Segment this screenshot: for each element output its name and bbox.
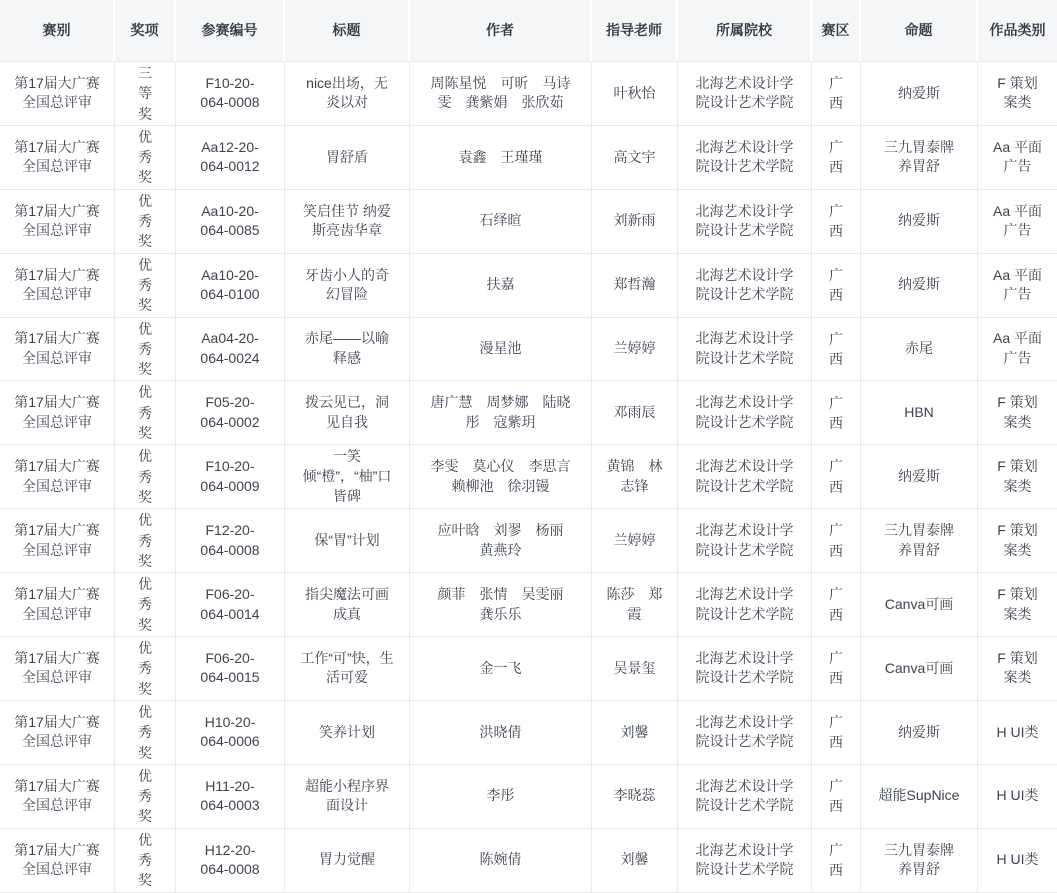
header-cell-competition: 赛别 bbox=[0, 0, 115, 62]
cell-topic: 赤尾 bbox=[861, 318, 978, 382]
cell-competition: 第17届大广赛全国总评审 bbox=[0, 445, 115, 509]
cell-school: 北海艺术设计学院设计艺术学院 bbox=[678, 445, 812, 509]
cell-topic: 三九胃泰牌养胃舒 bbox=[861, 509, 978, 573]
cell-topic: HBN bbox=[861, 381, 978, 445]
cell-award bbox=[115, 126, 176, 190]
award-text: 优秀奖 bbox=[138, 448, 152, 505]
header-cell-region: 赛区 bbox=[812, 0, 861, 62]
cell-school: 北海艺术设计学院设计艺术学院 bbox=[678, 126, 812, 190]
cell-region bbox=[812, 701, 861, 765]
cell-award bbox=[115, 445, 176, 509]
cell-category: Aa 平面广告 bbox=[978, 318, 1057, 382]
cell-category: H UI类 bbox=[978, 829, 1057, 893]
cell-category: Aa 平面广告 bbox=[978, 254, 1057, 318]
cell-school: 北海艺术设计学院设计艺术学院 bbox=[678, 637, 812, 701]
cell-school: 北海艺术设计学院设计艺术学院 bbox=[678, 381, 812, 445]
cell-authors: 颜菲 张情 吴雯丽 龚乐乐 bbox=[410, 573, 592, 637]
cell-title: 胃力觉醒 bbox=[285, 829, 410, 893]
cell-school: 北海艺术设计学院设计艺术学院 bbox=[678, 318, 812, 382]
cell-authors: 扶嘉 bbox=[410, 254, 592, 318]
cell-entry-number: F06-20-064-0014 bbox=[176, 573, 285, 637]
cell-award bbox=[115, 765, 176, 829]
cell-school: 北海艺术设计学院设计艺术学院 bbox=[678, 254, 812, 318]
header-row bbox=[0, 0, 1057, 62]
cell-topic: 纳爱斯 bbox=[861, 190, 978, 254]
cell-entry-number: Aa12-20-064-0012 bbox=[176, 126, 285, 190]
table-row bbox=[0, 509, 1057, 573]
cell-title: 拨云见已，洞见自我 bbox=[285, 381, 410, 445]
cell-entry-number: F05-20-064-0002 bbox=[176, 381, 285, 445]
table-row bbox=[0, 126, 1057, 190]
cell-entry-number: F06-20-064-0015 bbox=[176, 637, 285, 701]
cell-category: Aa 平面广告 bbox=[978, 190, 1057, 254]
table-row bbox=[0, 254, 1057, 318]
cell-topic: 超能SupNice bbox=[861, 765, 978, 829]
award-text: 优秀奖 bbox=[138, 384, 152, 442]
cell-competition: 第17届大广赛全国总评审 bbox=[0, 254, 115, 318]
cell-category: H UI类 bbox=[978, 701, 1057, 765]
cell-title: 笑启佳节 纳爱斯亮齿华章 bbox=[285, 190, 410, 254]
cell-title: 保“胃”计划 bbox=[285, 509, 410, 573]
cell-category: H UI类 bbox=[978, 765, 1057, 829]
cell-advisor: 黄锦 林志锋 bbox=[592, 445, 678, 509]
region-text: 广西 bbox=[829, 841, 843, 879]
table-row bbox=[0, 190, 1057, 254]
table-row bbox=[0, 62, 1057, 126]
cell-entry-number: F10-20-064-0009 bbox=[176, 445, 285, 509]
cell-entry-number: H11-20-064-0003 bbox=[176, 765, 285, 829]
cell-competition: 第17届大广赛全国总评审 bbox=[0, 701, 115, 765]
cell-authors: 袁鑫 王瑾瑾 bbox=[410, 126, 592, 190]
cell-title: 赤尾——以喻释感 bbox=[285, 318, 410, 382]
header-cell-award: 奖项 bbox=[115, 0, 176, 62]
cell-advisor: 刘馨 bbox=[592, 829, 678, 893]
cell-title: 一笑倾“橙”，“柚”口皆碑 bbox=[285, 445, 410, 509]
cell-competition: 第17届大广赛全国总评审 bbox=[0, 765, 115, 829]
award-text: 优秀奖 bbox=[138, 192, 152, 250]
header-cell-title: 标题 bbox=[285, 0, 410, 62]
cell-entry-number: H12-20-064-0008 bbox=[176, 829, 285, 893]
cell-competition: 第17届大广赛全国总评审 bbox=[0, 381, 115, 445]
region-text: 广西 bbox=[829, 586, 843, 623]
cell-advisor: 兰婷婷 bbox=[592, 509, 678, 573]
cell-school: 北海艺术设计学院设计艺术学院 bbox=[678, 190, 812, 254]
cell-authors: 李雯 莫心仪 李思言 赖柳池 徐羽镘 bbox=[410, 445, 592, 509]
award-text: 优秀奖 bbox=[138, 831, 152, 889]
cell-authors: 金一飞 bbox=[410, 637, 592, 701]
cell-school: 北海艺术设计学院设计艺术学院 bbox=[678, 765, 812, 829]
region-text: 广西 bbox=[829, 650, 843, 687]
cell-region bbox=[812, 62, 861, 126]
cell-region bbox=[812, 381, 861, 445]
cell-authors: 应叶晗 刘翏 杨丽 黄燕玲 bbox=[410, 509, 592, 573]
cell-competition: 第17届大广赛全国总评审 bbox=[0, 126, 115, 190]
cell-competition: 第17届大广赛全国总评审 bbox=[0, 829, 115, 893]
cell-advisor: 邓雨辰 bbox=[592, 381, 678, 445]
cell-competition: 第17届大广赛全国总评审 bbox=[0, 190, 115, 254]
cell-title: 工作“可”快，生活可爱 bbox=[285, 637, 410, 701]
cell-advisor: 吴景玺 bbox=[592, 637, 678, 701]
region-text: 广西 bbox=[829, 202, 843, 240]
cell-region bbox=[812, 829, 861, 893]
cell-entry-number: Aa10-20-064-0100 bbox=[176, 254, 285, 318]
cell-competition: 第17届大广赛全国总评审 bbox=[0, 573, 115, 637]
cell-award bbox=[115, 381, 176, 445]
cell-award bbox=[115, 62, 176, 126]
award-text: 优秀奖 bbox=[138, 128, 152, 186]
cell-school: 北海艺术设计学院设计艺术学院 bbox=[678, 829, 812, 893]
cell-authors: 唐广慧 周梦娜 陆晓彤 寇紫玥 bbox=[410, 381, 592, 445]
cell-authors: 石绎暄 bbox=[410, 190, 592, 254]
award-text: 优秀奖 bbox=[138, 703, 152, 761]
region-text: 广西 bbox=[829, 522, 843, 559]
cell-title: 牙齿小人的奇幻冒险 bbox=[285, 254, 410, 318]
cell-entry-number: H10-20-064-0006 bbox=[176, 701, 285, 765]
region-text: 广西 bbox=[829, 330, 843, 367]
award-text: 优秀奖 bbox=[138, 576, 152, 633]
cell-entry-number: Aa10-20-064-0085 bbox=[176, 190, 285, 254]
region-text: 广西 bbox=[829, 139, 843, 176]
cell-region bbox=[812, 445, 861, 509]
header-cell-entry: 参赛编号 bbox=[176, 0, 285, 62]
award-text: 优秀奖 bbox=[138, 512, 152, 569]
cell-advisor: 李晓蕊 bbox=[592, 765, 678, 829]
award-text: 优秀奖 bbox=[138, 256, 152, 314]
cell-award bbox=[115, 318, 176, 382]
cell-award bbox=[115, 254, 176, 318]
cell-category: F 策划案类 bbox=[978, 445, 1057, 509]
cell-competition: 第17届大广赛全国总评审 bbox=[0, 509, 115, 573]
cell-region bbox=[812, 573, 861, 637]
cell-advisor: 高文宇 bbox=[592, 126, 678, 190]
cell-topic: Canva可画 bbox=[861, 573, 978, 637]
cell-award bbox=[115, 509, 176, 573]
cell-award bbox=[115, 701, 176, 765]
cell-topic: 纳爱斯 bbox=[861, 62, 978, 126]
cell-entry-number: F10-20-064-0008 bbox=[176, 62, 285, 126]
award-text: 优秀奖 bbox=[138, 320, 152, 378]
cell-entry-number: Aa04-20-064-0024 bbox=[176, 318, 285, 382]
cell-region bbox=[812, 765, 861, 829]
cell-school: 北海艺术设计学院设计艺术学院 bbox=[678, 701, 812, 765]
cell-title: 笑养计划 bbox=[285, 701, 410, 765]
table-row bbox=[0, 445, 1057, 509]
cell-award bbox=[115, 190, 176, 254]
award-text: 优秀奖 bbox=[138, 640, 152, 697]
header-cell-topic: 命题 bbox=[861, 0, 978, 62]
table-row bbox=[0, 573, 1057, 637]
cell-entry-number: F12-20-064-0008 bbox=[176, 509, 285, 573]
cell-school: 北海艺术设计学院设计艺术学院 bbox=[678, 62, 812, 126]
cell-category: F 策划案类 bbox=[978, 573, 1057, 637]
cell-topic: Canva可画 bbox=[861, 637, 978, 701]
cell-region bbox=[812, 126, 861, 190]
award-text: 三等奖 bbox=[138, 65, 152, 122]
cell-award bbox=[115, 637, 176, 701]
cell-category: F 策划案类 bbox=[978, 509, 1057, 573]
cell-competition: 第17届大广赛全国总评审 bbox=[0, 637, 115, 701]
cell-category: F 策划案类 bbox=[978, 381, 1057, 445]
region-text: 广西 bbox=[829, 777, 843, 815]
cell-authors: 洪晓倩 bbox=[410, 701, 592, 765]
cell-advisor: 陈莎 郑霞 bbox=[592, 573, 678, 637]
cell-region bbox=[812, 637, 861, 701]
cell-authors: 漫星池 bbox=[410, 318, 592, 382]
region-text: 广西 bbox=[829, 458, 843, 495]
cell-topic: 纳爱斯 bbox=[861, 254, 978, 318]
cell-competition: 第17届大广赛全国总评审 bbox=[0, 318, 115, 382]
cell-school: 北海艺术设计学院设计艺术学院 bbox=[678, 509, 812, 573]
cell-award bbox=[115, 829, 176, 893]
table-row bbox=[0, 318, 1057, 382]
cell-category: F 策划案类 bbox=[978, 637, 1057, 701]
table-row bbox=[0, 637, 1057, 701]
cell-topic: 三九胃泰牌养胃舒 bbox=[861, 829, 978, 893]
cell-title: 超能小程序界面设计 bbox=[285, 765, 410, 829]
cell-title: 指尖魔法可画成真 bbox=[285, 573, 410, 637]
cell-advisor: 兰婷婷 bbox=[592, 318, 678, 382]
cell-region bbox=[812, 318, 861, 382]
cell-category: Aa 平面广告 bbox=[978, 126, 1057, 190]
cell-advisor: 刘馨 bbox=[592, 701, 678, 765]
header-cell-school: 所属院校 bbox=[678, 0, 812, 62]
cell-advisor: 郑哲瀚 bbox=[592, 254, 678, 318]
table-row bbox=[0, 381, 1057, 445]
cell-region bbox=[812, 190, 861, 254]
table-row bbox=[0, 701, 1057, 765]
award-text: 优秀奖 bbox=[138, 767, 152, 825]
table-row bbox=[0, 829, 1057, 893]
header-cell-category: 作品类别 bbox=[978, 0, 1057, 62]
region-text: 广西 bbox=[829, 266, 843, 304]
cell-advisor: 叶秋怡 bbox=[592, 62, 678, 126]
cell-topic: 纳爱斯 bbox=[861, 445, 978, 509]
cell-title: nice出场，无炎以对 bbox=[285, 62, 410, 126]
header-cell-authors: 作者 bbox=[410, 0, 592, 62]
cell-region bbox=[812, 509, 861, 573]
cell-authors: 陈婉倩 bbox=[410, 829, 592, 893]
table-row bbox=[0, 765, 1057, 829]
region-text: 广西 bbox=[829, 394, 843, 431]
cell-school: 北海艺术设计学院设计艺术学院 bbox=[678, 573, 812, 637]
cell-authors: 周陈星悦 可昕 马诗雯 龚紫娟 张欣茹 bbox=[410, 62, 592, 126]
cell-award bbox=[115, 573, 176, 637]
region-text: 广西 bbox=[829, 714, 843, 751]
cell-authors: 李彤 bbox=[410, 765, 592, 829]
header-cell-advisor: 指导老师 bbox=[592, 0, 678, 62]
region-text: 广西 bbox=[829, 75, 843, 112]
cell-title: 胃舒盾 bbox=[285, 126, 410, 190]
cell-topic: 纳爱斯 bbox=[861, 701, 978, 765]
cell-competition: 第17届大广赛全国总评审 bbox=[0, 62, 115, 126]
cell-topic: 三九胃泰牌养胃舒 bbox=[861, 126, 978, 190]
cell-category: F 策划案类 bbox=[978, 62, 1057, 126]
cell-advisor: 刘新雨 bbox=[592, 190, 678, 254]
cell-region bbox=[812, 254, 861, 318]
